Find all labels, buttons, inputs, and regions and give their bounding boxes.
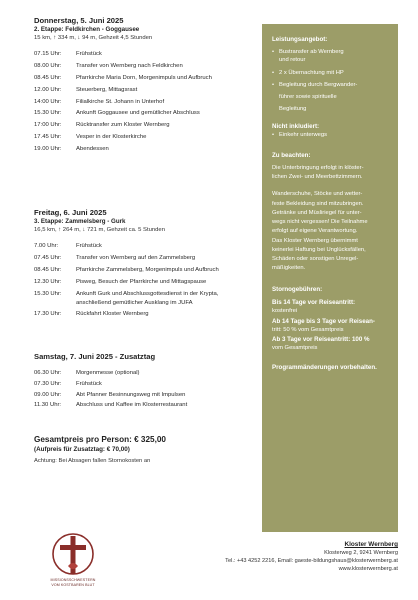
day-2-stage: 3. Etappe: Zammelsberg - Gurk [34,218,126,225]
notes-line: keinerlei Haftung bei Unglücksfällen, [272,246,366,253]
cancellation-tier-3: Ab 3 Tage vor Reiseantritt: 100 % [272,335,370,343]
service-item [272,48,388,56]
schedule-row [34,311,252,318]
cancellation-tier-2: Ab 14 Tage bis 3 Tage vor Reisean- [272,317,375,325]
logo-wordmark [34,578,112,587]
cancellation-tier-1-value: kostenfrei [272,308,298,315]
schedule-time: 11.30 Uhr: [34,402,62,409]
cancellation-tier-1: Bis 14 Tage vor Reiseantritt: [272,299,356,307]
day-3-title: Samstag, 7. Juni 2025 - Zusatztag [34,352,156,361]
schedule-time: 17.30 Uhr: [34,311,62,318]
schedule-desc: Vesper in der Klosterkirche [76,134,147,141]
schedule-desc: Steuerberg, Mittagsrast [76,86,138,93]
schedule-time: 06.30 Uhr: [34,370,62,376]
notes-line: erfolgt auf eigene Verantwortung. [272,228,358,235]
total-price: Gesamtpreis pro Person: € 325,00 [34,435,166,444]
schedule-time: 07.30 Uhr: [34,380,62,387]
service-item [272,69,388,77]
schedule-time: 15.30 Uhr: [34,290,62,297]
notes-line: lichen Zwei- und Meerbettzimmern. [272,174,363,181]
schedule-time: 14:00 Uhr: [34,98,62,105]
service-text-continued: führer sowie spirituelle [279,94,337,101]
day-2-stats: 16,5 km, ↑ 264 m, ↓ 721 m, Gehzeit ca. 5 Stunden [34,227,165,233]
day-1-stats: 15 km, ↑ 334 m, ↓ 94 m, Gehzeit 4,5 Stunden [34,35,153,41]
footer-contact [148,540,398,574]
day-1-stage: 2. Etappe: Feldkirchen - Goggausee [34,26,140,33]
schedule-row [34,279,252,286]
notes-line: Schäden oder sonstigen Unregel- [272,255,359,262]
schedule-time: 07.15 Uhr: [34,51,62,57]
schedule-desc: Pisweg, Besuch der Pfarrkirche und Mittagspause [76,278,207,285]
schedule-time: 15.30 Uhr: [34,110,62,117]
schedule-row [34,267,252,274]
schedule-row [34,243,252,250]
program-changes-note: Programmänderungen vorbehalten. [272,363,377,371]
contact-line[interactable]: Tel.: +43 4252 2216, Email: gaeste-bildungshaus@klosterwernberg.at [225,558,398,565]
schedule-time: 17:00 Uhr: [34,122,62,129]
notes-line: feste Bekleidung sind mitzubringen. [272,200,364,207]
schedule-desc: Ankunft Goggausee und gemütlicher Abschluss [76,110,200,117]
schedule-row [34,291,252,298]
day-1-title: Donnerstag, 5. Juni 2025 [34,16,124,25]
bullet-icon: • [272,49,275,55]
schedule-time: 07.45 Uhr: [34,254,62,261]
services-heading: Leistungsangebot: [272,36,328,43]
notes-line: wegs nicht vergessen! Die Teilnahme [272,219,368,226]
day-2-schedule [34,243,252,318]
schedule-desc: Ankunft Gurk und Abschlussgottesdienst in der Krypta, [76,290,219,297]
schedule-time [34,300,76,307]
service-text: 2 x Übernachtung mit HP [279,69,344,76]
not-included-item [272,131,388,139]
info-panel [262,24,398,532]
schedule-desc: Rücktransfer zum Kloster Wernberg [76,122,170,129]
bullet-icon: • [272,69,275,76]
schedule-desc: Transfer von Wernberg auf den Zammelsberg [76,254,196,261]
website-link[interactable]: www.klosterwernberg.at [338,566,398,573]
schedule-time: 7.00 Uhr: [34,243,59,249]
schedule-row [34,99,252,106]
organization-name: Kloster Wernberg [344,541,398,548]
schedule-desc: Morgenmesse (optional) [76,370,140,376]
schedule-row [34,63,252,70]
cancellation-tier-3-value: vom Gesamtpreis [272,344,318,351]
day-2-title: Freitag, 6. Juni 2025 [34,208,107,217]
schedule-time: 12.00 Uhr: [34,86,62,93]
notes-heading: Zu beachten: [272,152,311,160]
day-3-section [34,352,252,413]
extra-day-price: (Aufpreis für Zusatztag: € 70,00) [34,446,130,453]
service-text: Begleitung durch Bergwander- [279,81,358,88]
schedule-desc: Abschluss und Kaffee im Klosterrestaurant [76,402,188,409]
cancellation-tier-2-value: tritt: 50 % vom Gesamtpreis [272,326,344,333]
schedule-desc: anschließend gemütlicher Ausklang im JUFA [76,299,193,306]
schedule-row [34,110,252,117]
schedule-row [34,300,252,307]
schedule-desc: Pfarrkirche Zammelsberg, Morgenimpuls und Aufbruch [76,266,219,273]
schedule-row [34,87,252,94]
schedule-row [34,381,252,388]
schedule-time: 08.45 Uhr: [34,74,62,81]
day-3-schedule [34,370,252,409]
schedule-time: 12.30 Uhr: [34,278,62,285]
cancellation-note: Achtung: Bei Absagen fallen Stornokosten an [34,458,151,464]
service-text-continued: und retour [279,57,306,64]
schedule-row [34,370,252,377]
service-text: Bustransfer ab Wernberg [279,49,344,55]
schedule-desc: Pfarrkirche Maria Dorn, Morgenimpuls und Aufbruch [76,74,212,81]
cross-emblem-icon [40,530,106,578]
schedule-time: 19.00 Uhr: [34,146,62,153]
schedule-row [34,51,252,58]
schedule-time: 09.00 Uhr: [34,391,62,398]
schedule-row [34,122,252,129]
schedule-row [34,146,252,153]
notes-line: Das Kloster Wernberg übernimmt [272,237,358,244]
schedule-desc: Abendessen [76,146,109,153]
schedule-desc: Abt Pfanner Besinnungsweg mit Impulsen [76,391,186,398]
logo-line-1: MISSIONSSCHWESTERN [50,578,96,582]
schedule-desc: Transfer von Wernberg nach Feldkirchen [76,62,183,69]
schedule-time: 17.45 Uhr: [34,134,62,141]
schedule-time: 08.45 Uhr: [34,266,62,273]
notes-line: Getränke und Müsliriegel für unter- [272,209,362,216]
day-1-section [34,16,252,153]
notes-line: Die Unterbringung erfolgt in klöster- [272,165,364,172]
price-section [34,434,252,466]
notes-line: mäßigkeiten. [272,265,306,272]
schedule-row [34,402,252,409]
schedule-row [34,75,252,82]
itinerary-column [34,16,252,464]
address: Klosterweg 2, 9241 Wernberg [324,550,398,556]
logo-line-2: VOM KOSTBAREN BLUT [51,582,95,587]
service-item [272,81,388,89]
schedule-row [34,255,252,262]
schedule-desc: Frühstück [76,380,102,387]
bullet-icon: • [272,131,275,138]
bullet-icon: • [272,81,275,88]
schedule-desc: Frühstück [76,51,102,57]
day-1-schedule [34,51,252,153]
not-included-text: Einkehr unterwegs [279,131,328,138]
not-included-heading: Nicht inkludiert: [272,122,320,130]
schedule-row [34,392,252,399]
schedule-desc: Frühstück [76,243,102,249]
schedule-desc: Filialkirche St. Johann in Unterhof [76,98,165,105]
day-2-section [34,208,252,323]
schedule-desc: Rückfahrt Kloster Wernberg [76,311,149,318]
service-text-continued: Begleitung [279,106,307,113]
schedule-time: 08.00 Uhr: [34,62,62,69]
cancellation-heading: Stornogebühren: [272,286,323,294]
schedule-row [34,134,252,141]
notes-line: Wanderschuhe, Stöcke und wetter- [272,191,363,198]
